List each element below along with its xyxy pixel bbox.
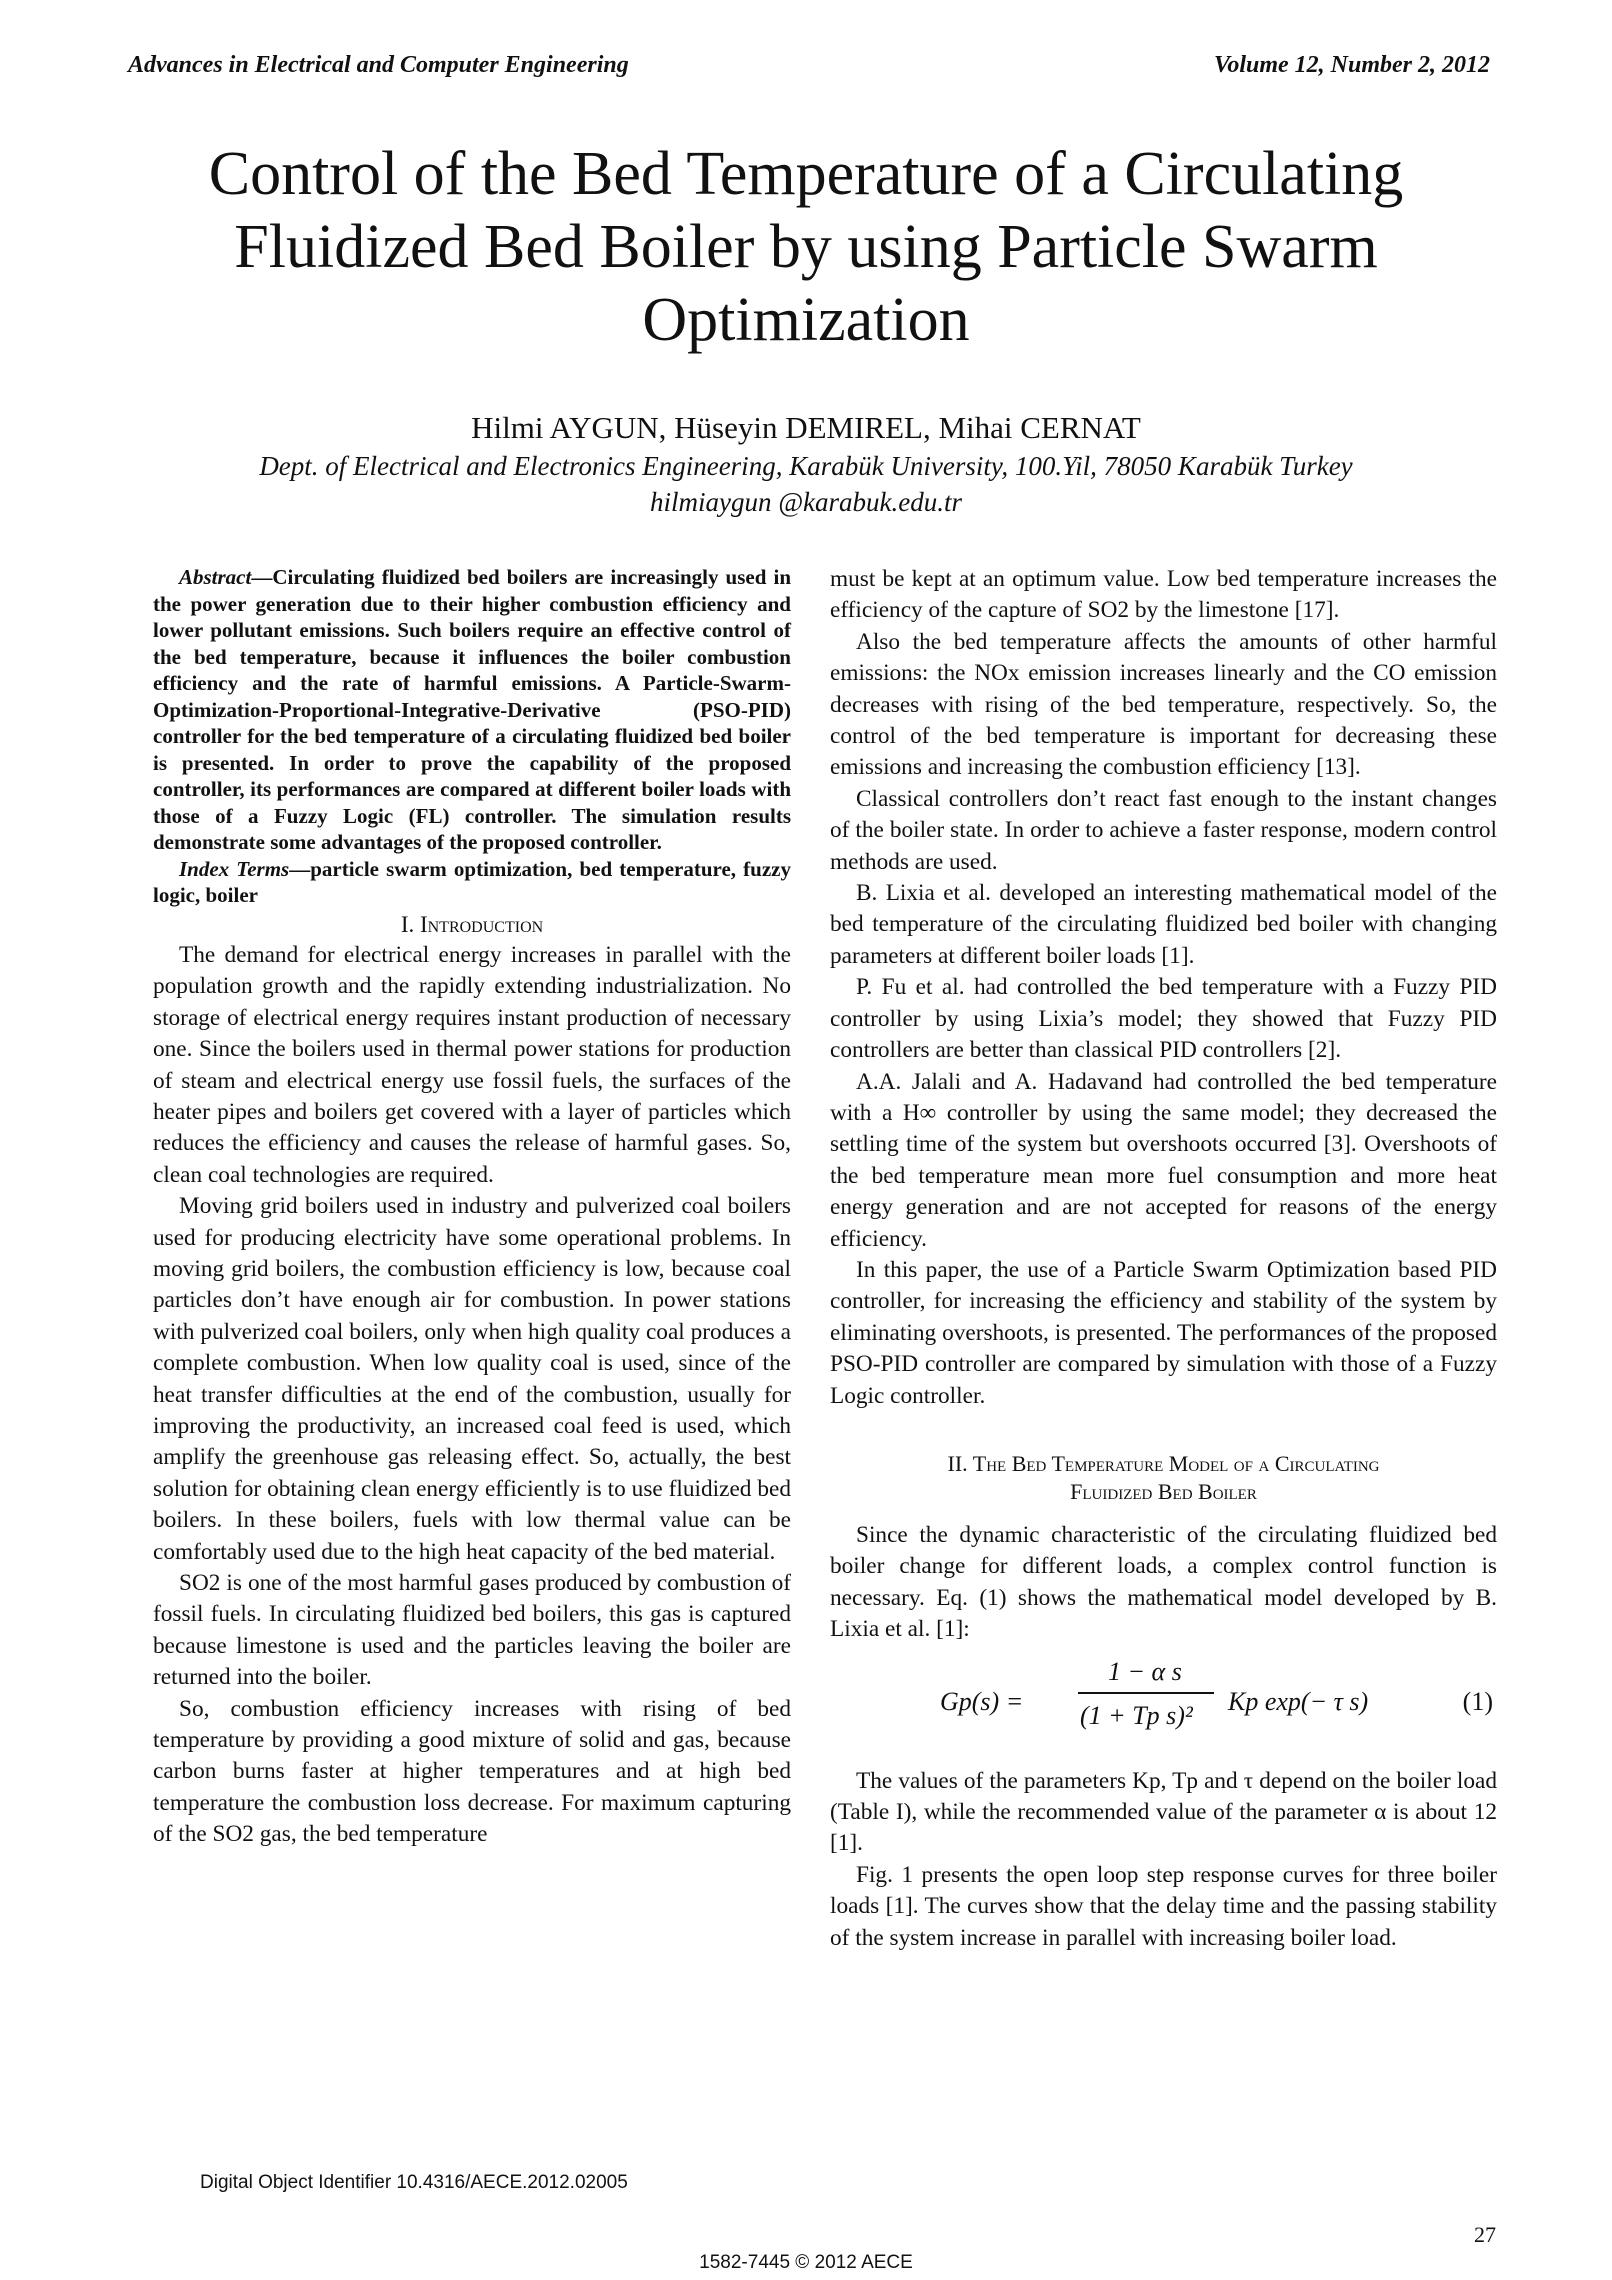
fraction-bar — [1078, 1692, 1214, 1694]
section-heading-introduction: I. Introduction — [400, 911, 544, 937]
section-heading-model — [830, 1450, 1497, 1506]
equation-1 — [830, 1656, 1497, 1752]
author-email: hilmiaygun @karabuk.edu.tr — [649, 487, 963, 517]
equation-denominator: (1 + Tp s)² — [1080, 1700, 1193, 1730]
abstract-text: —Circulating fluidized bed boilers are increasingly used in the power generation due to their higher combustion efficiency and lower pollutant emissions. Such boilers require an effective control of the bed temperature, because it influences the boiler combustion efficiency and the rate of harmful emissions. A Particle-Swarm-Optimization-Proportional-Integrative-Derivative (PSO-PID) controller for the bed temperature of a circulating fluidized bed boiler is presented. In order to prove the capability of the proposed controller, its performances are compared at different boiler loads with those of a Fuzzy Logic (FL) controller. The simulation results demonstrate some advantages of the proposed controller. — [153, 565, 791, 854]
paragraph: So, combustion efficiency increases with rising of bed temperature by providing a good mixture of solid and gas, because carbon burns faster at higher temperatures and at high bed temperature the combustion loss decrease. For maximum capturing of the SO2 gas, the bed temperature — [153, 1695, 791, 1848]
left-column — [153, 564, 791, 1851]
paragraph: Since the dynamic characteristic of the circulating fluidized bed boiler change for different loads, a complex control function is necessary. Eq. (1) shows the mathematical model developed by B. Lixia et al. [1]: — [830, 1521, 1497, 1643]
journal-name: Advances in Electrical and Computer Engineering — [128, 52, 629, 78]
paragraph: B. Lixia et al. developed an interesting mathematical model of the bed temperature of the circulating fluidized bed boiler with changing parameters at different boiler loads [1]. — [830, 880, 1497, 969]
paragraph: Moving grid boilers used in industry and pulverized coal boilers used for producing electricity have some operational problems. In moving grid boilers, the combustion efficiency is low, because coal particles don’t have enough air for combustion. In power stations with pulverized coal boilers, only when high quality coal produces a complete combustion. When low quality coal is used, since of the heat transfer difficulties at the end of the combustion, usually for improving the productivity, an increased coal feed is used, which amplify the greenhouse gas releasing effect. So, actually, the best solution for obtaining clean energy efficiently is to use fluidized bed boilers. In these boilers, fuels with low thermal value can be comfortably used due to the high heat capacity of the bed material. — [153, 1193, 791, 1565]
affiliation: Dept. of Electrical and Electronics Engineering, Karabük University, 100.Yil, 78050 Karabük Turkey — [259, 451, 1353, 481]
paragraph: Also the bed temperature affects the amounts of other harmful emissions: the NOx emission increases linearly and the CO emission decreases with rising of the bed temperature, respectively. So, the control of the bed temperature is important for decreasing these emissions and increasing the combustion efficiency [13]. — [830, 628, 1497, 781]
title-line-3: Optimization — [642, 286, 970, 354]
affiliation-block — [120, 448, 1492, 520]
paragraph: The demand for electrical energy increases in parallel with the population growth and the rapidly extending industrialization. No storage of electrical energy requires instant production of necessary one. Since the boilers used in thermal power stations for production of steam and electrical energy use fossil fuels, the surfaces of the heater pipes and boilers get covered with a layer of particles which reduces the efficiency and causes the release of harmful gases. So, clean coal technologies are required. — [153, 941, 791, 1188]
paragraph: SO2 is one of the most harmful gases produced by combustion of fossil fuels. In circulating fluidized bed boilers, this gas is captured because limestone is used and the particles leaving the boiler are returned into the boiler. — [153, 1570, 791, 1691]
title-line-2: Fluidized Bed Boiler by using Particle Swarm — [234, 213, 1378, 281]
page-number: 27 — [1474, 2222, 1496, 2247]
section-heading-line-2: Fluidized Bed Boiler — [1070, 1478, 1257, 1504]
index-terms-text: —particle swarm optimization, bed temperature, fuzzy logic, boiler — [153, 856, 791, 907]
doi: Digital Object Identifier 10.4316/AECE.2012.02005 — [200, 2172, 628, 2193]
abstract — [153, 564, 791, 856]
abstract-label: Abstract — [179, 565, 252, 589]
section-heading-line-1: II. The Bed Temperature Model of a Circulating — [947, 1450, 1380, 1476]
volume-info: Volume 12, Number 2, 2012 — [1213, 52, 1490, 78]
paragraph: Classical controllers don’t react fast enough to the instant changes of the boiler state. In order to achieve a faster response, modern control methods are used. — [830, 785, 1497, 875]
right-column — [830, 564, 1497, 1954]
index-terms — [153, 856, 791, 909]
title-line-1: Control of the Bed Temperature of a Circulating — [208, 140, 1404, 208]
paragraph: A.A. Jalali and A. Hadavand had controlled the bed temperature with a H∞ controller by using the same model; they decreased the settling time of the system but overshoots occurred [3]. Overshoots of the bed temperature mean more fuel consumption and more heat energy generation and are not accepted for reasons of the energy efficiency. — [830, 1068, 1497, 1252]
equation-lhs: Gp(s) = — [940, 1686, 1024, 1716]
paragraph: P. Fu et al. had controlled the bed temperature with a Fuzzy PID controller by using Lixia’s model; they showed that Fuzzy PID controllers are better than classical PID controllers [2]. — [830, 974, 1497, 1064]
index-terms-label: Index Terms — [179, 856, 290, 881]
copyright: 1582-7445 © 2012 AECE — [699, 2252, 913, 2273]
paper-title — [120, 138, 1492, 357]
paragraph: Fig. 1 presents the open loop step response curves for three boiler loads [1]. The curves show that the delay time and the passing stability of the system increase in parallel with increasing boiler load. — [830, 1861, 1497, 1951]
equation-numerator: 1 − α s — [1108, 1656, 1182, 1686]
equation-rhs: Kp exp(− τ s) — [1228, 1686, 1369, 1716]
paragraph: In this paper, the use of a Particle Swarm Optimization based PID controller, for increasing the efficiency and stability of the system by eliminating overshoots, is presented. The performances of the proposed PSO-PID controller are compared by simulation with those of a Fuzzy Logic controller. — [830, 1256, 1497, 1409]
author-list: Hilmi AYGUN, Hüseyin DEMIREL, Mihai CERNAT — [471, 410, 1141, 445]
paragraph: must be kept at an optimum value. Low bed temperature increases the efficiency of the capture of SO2 by the limestone [17]. — [830, 566, 1497, 624]
paragraph: The values of the parameters Kp, Tp and τ depend on the boiler load (Table I), while the recommended value of the parameter α is about 12 [1]. — [830, 1767, 1497, 1857]
equation-number: (1) — [1462, 1686, 1493, 1716]
